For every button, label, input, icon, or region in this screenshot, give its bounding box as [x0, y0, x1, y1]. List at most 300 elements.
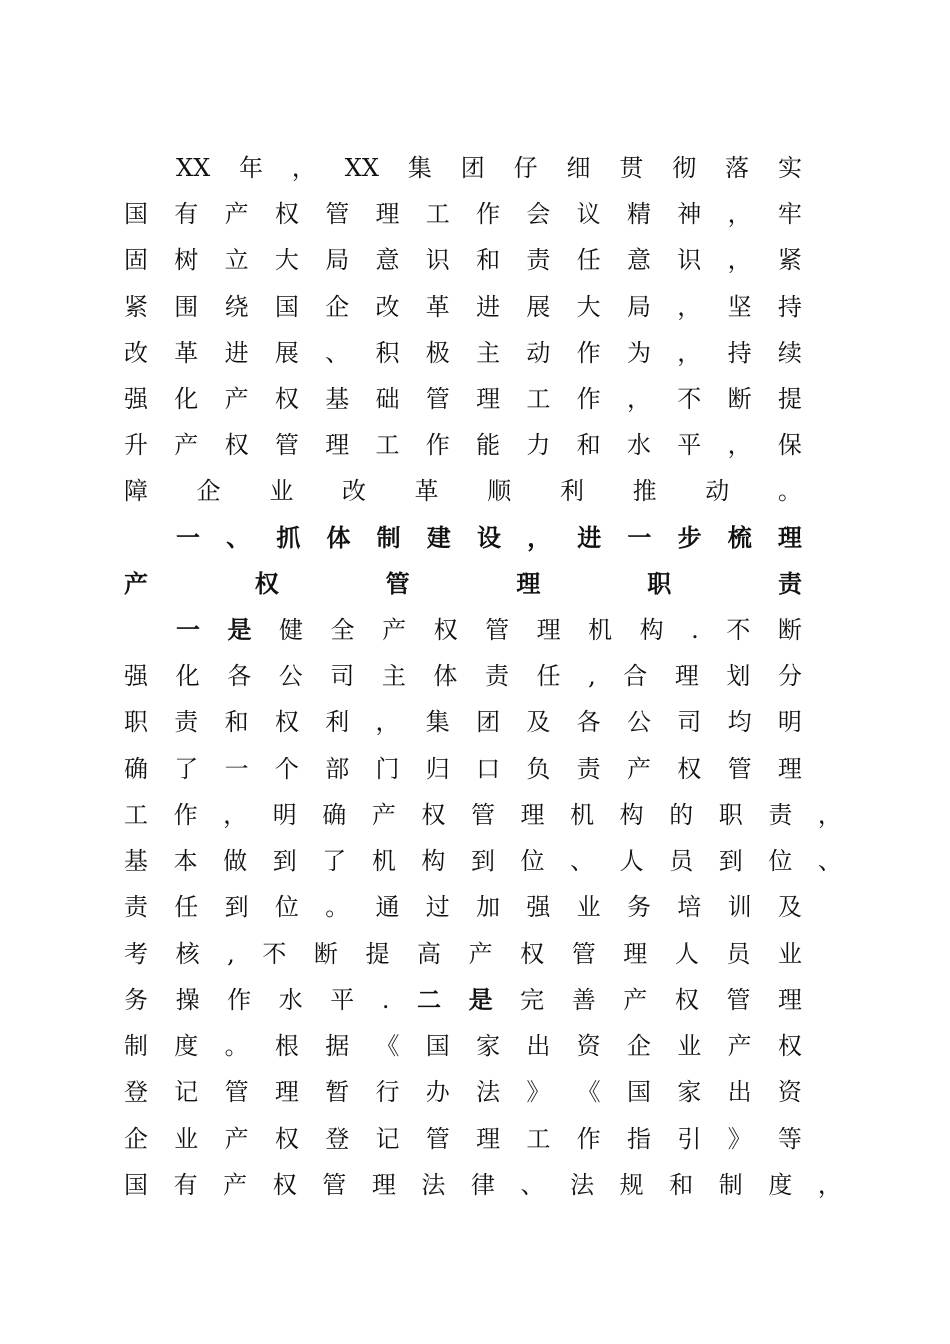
- char: 人: [674, 940, 699, 968]
- text-line: [124, 379, 802, 419]
- char: 过: [425, 893, 450, 921]
- char: 业: [269, 477, 294, 505]
- char: 等: [777, 1125, 802, 1153]
- char: 出: [727, 1078, 752, 1106]
- char: 持: [727, 339, 752, 367]
- char: 职: [718, 801, 743, 829]
- char: 机: [570, 801, 595, 829]
- char: 围: [174, 293, 199, 321]
- char: 权: [433, 616, 458, 644]
- char: 权: [272, 1171, 297, 1199]
- char: 一: [176, 616, 200, 644]
- char: 企: [325, 293, 350, 321]
- char: 司: [677, 708, 702, 736]
- char: ，: [677, 339, 702, 367]
- char: 作: [576, 385, 601, 413]
- text-line: [124, 980, 802, 1020]
- char: 二: [417, 986, 442, 1014]
- char: 权: [274, 1125, 299, 1153]
- char: 会: [526, 200, 551, 228]
- char: 理: [777, 755, 802, 783]
- char: 意: [375, 246, 400, 274]
- char: 产: [124, 570, 148, 598]
- char: 划: [726, 662, 751, 690]
- char: 操: [175, 986, 200, 1014]
- char: 展: [274, 339, 299, 367]
- char: 理: [375, 200, 400, 228]
- char: 升: [124, 431, 148, 459]
- char: 度: [174, 1032, 199, 1060]
- char: 有: [174, 200, 199, 228]
- char: 产: [727, 1032, 752, 1060]
- text-line: [124, 749, 802, 789]
- char: 业: [677, 1032, 702, 1060]
- text-line: [124, 656, 802, 696]
- char: 利: [559, 477, 584, 505]
- char: 工: [526, 385, 551, 413]
- char: 落: [725, 154, 750, 182]
- char: 集: [407, 154, 432, 182]
- char: 及: [526, 708, 551, 736]
- char: 高: [417, 940, 442, 968]
- char: 资: [777, 1078, 802, 1106]
- char: 建: [426, 524, 451, 552]
- char: 产: [468, 940, 493, 968]
- char: 管: [224, 1078, 249, 1106]
- char: 全: [330, 616, 355, 644]
- char: 理: [325, 431, 350, 459]
- char: 有: [173, 1171, 198, 1199]
- char: 权: [674, 986, 699, 1014]
- char: ，: [375, 708, 400, 736]
- char: XX: [344, 154, 379, 182]
- char: 据: [325, 1032, 350, 1060]
- char: 主: [381, 662, 406, 690]
- char: 》: [526, 1078, 551, 1106]
- char: 工: [425, 200, 450, 228]
- char: 作: [425, 431, 450, 459]
- char: 断: [727, 385, 752, 413]
- char: .: [381, 986, 390, 1014]
- char: 顺: [487, 477, 512, 505]
- char: 位: [274, 893, 299, 921]
- char: 权: [520, 940, 545, 968]
- text-line: [124, 795, 842, 835]
- char: 个: [274, 755, 299, 783]
- char: 记: [375, 1125, 400, 1153]
- char: 管: [274, 431, 299, 459]
- char: 障: [124, 477, 148, 505]
- char: 产: [223, 1171, 248, 1199]
- char: 提: [777, 385, 802, 413]
- char: 权: [677, 755, 702, 783]
- char: 理: [777, 524, 802, 552]
- char: 确: [124, 755, 148, 783]
- char: 基: [124, 847, 148, 875]
- char: 作: [227, 986, 252, 1014]
- char: ，: [527, 524, 552, 552]
- char: 工: [526, 1125, 551, 1153]
- char: 基: [325, 385, 350, 413]
- char: 为: [626, 339, 651, 367]
- char: 业: [576, 893, 601, 921]
- char: 紧: [777, 246, 802, 274]
- char: 管: [322, 1171, 347, 1199]
- char: 引: [677, 1125, 702, 1153]
- char: 立: [224, 246, 249, 274]
- char: 管: [726, 986, 751, 1014]
- text-line: [124, 1119, 802, 1159]
- char: 责: [777, 570, 802, 598]
- char: 考: [124, 940, 148, 968]
- char: .: [691, 616, 699, 644]
- char: 理: [536, 616, 561, 644]
- char: 断: [313, 940, 338, 968]
- char: 完: [520, 986, 545, 1014]
- char: 行: [375, 1078, 400, 1106]
- char: 局: [325, 246, 350, 274]
- char: 意: [626, 246, 651, 274]
- text-line: [124, 1072, 802, 1112]
- char: 及: [777, 893, 802, 921]
- char: 革: [174, 339, 199, 367]
- char: 责: [124, 893, 148, 921]
- char: 登: [124, 1078, 148, 1106]
- char: 制: [376, 524, 401, 552]
- char: 设: [476, 524, 501, 552]
- char: 动: [705, 477, 730, 505]
- char: 、: [817, 847, 842, 875]
- char: 产: [623, 986, 648, 1014]
- char: 仔: [513, 154, 538, 182]
- char: 理: [476, 1125, 501, 1153]
- char: 和: [476, 246, 501, 274]
- char: 理: [674, 662, 699, 690]
- char: 提: [365, 940, 390, 968]
- char: 公: [278, 662, 303, 690]
- char: 权: [421, 801, 446, 829]
- char: 能: [476, 431, 501, 459]
- char: 法: [570, 1171, 595, 1199]
- char: 资: [576, 1032, 601, 1060]
- char: 作: [576, 339, 601, 367]
- char: 牢: [777, 200, 802, 228]
- char: 管: [485, 616, 510, 644]
- char: 企: [124, 1125, 148, 1153]
- char: 理: [274, 1078, 299, 1106]
- char: 到: [718, 847, 743, 875]
- char: 归: [425, 755, 450, 783]
- text-line: [176, 610, 802, 650]
- char: 确: [322, 801, 347, 829]
- char: 国: [274, 293, 299, 321]
- text-line: [124, 934, 802, 974]
- char: 员: [669, 847, 694, 875]
- char: 极: [425, 339, 450, 367]
- char: 。: [224, 1032, 249, 1060]
- char: 革: [425, 293, 450, 321]
- char: 均: [727, 708, 752, 736]
- char: 产: [626, 755, 651, 783]
- char: 和: [669, 1171, 694, 1199]
- char: ，: [291, 154, 316, 182]
- char: 构: [639, 616, 664, 644]
- char: 平: [677, 431, 702, 459]
- char: 各: [227, 662, 252, 690]
- char: 司: [330, 662, 355, 690]
- char: 年: [239, 154, 264, 182]
- text-line: [124, 333, 802, 373]
- char: 精: [626, 200, 651, 228]
- char: 律: [470, 1171, 495, 1199]
- char: 动: [526, 339, 551, 367]
- char: 改: [375, 293, 400, 321]
- char: 负: [526, 755, 551, 783]
- char: 管: [727, 755, 752, 783]
- char: 管: [571, 940, 596, 968]
- char: 各: [576, 708, 601, 736]
- char: 一: [627, 524, 652, 552]
- char: 责: [576, 755, 601, 783]
- char: 是: [227, 616, 252, 644]
- char: 《: [576, 1078, 601, 1106]
- char: 进: [224, 339, 249, 367]
- char: 产: [224, 1125, 249, 1153]
- char: 管: [425, 385, 450, 413]
- char: 进: [476, 293, 501, 321]
- char: 企: [626, 1032, 651, 1060]
- char: 步: [677, 524, 702, 552]
- char: 平: [330, 986, 355, 1014]
- char: ,: [588, 662, 596, 690]
- char: ，: [817, 1171, 842, 1199]
- char: 作: [576, 1125, 601, 1153]
- char: 积: [375, 339, 400, 367]
- char: 作: [476, 200, 501, 228]
- char: 持: [777, 293, 802, 321]
- char: 国: [425, 1032, 450, 1060]
- char: 务: [626, 893, 651, 921]
- char: 改: [124, 339, 148, 367]
- text-line: [124, 1165, 842, 1205]
- char: 坚: [727, 293, 752, 321]
- char: 作: [173, 801, 198, 829]
- char: ，: [727, 431, 752, 459]
- char: 指: [626, 1125, 651, 1153]
- char: ，: [677, 293, 702, 321]
- char: 位: [768, 847, 793, 875]
- char: 到: [470, 847, 495, 875]
- char: 务: [124, 986, 148, 1014]
- char: 出: [526, 1032, 551, 1060]
- char: 进: [577, 524, 602, 552]
- char: 识: [677, 246, 702, 274]
- char: 续: [777, 339, 802, 367]
- char: 通: [375, 893, 400, 921]
- char: 一: [176, 524, 200, 552]
- char: 管: [385, 570, 410, 598]
- char: 到: [224, 893, 249, 921]
- char: 位: [520, 847, 545, 875]
- char: 口: [476, 755, 501, 783]
- char: 登: [325, 1125, 350, 1153]
- text-line: [124, 1026, 802, 1066]
- text-line: [176, 148, 802, 188]
- char: 了: [322, 847, 347, 875]
- char: 水: [626, 431, 651, 459]
- char: 员: [726, 940, 751, 968]
- char: 权: [254, 570, 279, 598]
- char: 规: [619, 1171, 644, 1199]
- char: 、: [570, 847, 595, 875]
- char: 制: [124, 1032, 148, 1060]
- char: 梳: [727, 524, 752, 552]
- text-line: [124, 240, 802, 280]
- char: 和: [576, 431, 601, 459]
- char: 国: [124, 1171, 148, 1199]
- char: 理: [476, 385, 501, 413]
- char: 责: [174, 708, 199, 736]
- char: 产: [224, 385, 249, 413]
- char: 是: [468, 986, 493, 1014]
- text-line: [124, 887, 802, 927]
- char: 权: [274, 708, 299, 736]
- char: 绕: [224, 293, 249, 321]
- char: 不: [262, 940, 287, 968]
- char: 、: [226, 524, 251, 552]
- char: 度: [768, 1171, 793, 1199]
- char: 明: [272, 801, 297, 829]
- char: 固: [124, 246, 148, 274]
- char: 到: [272, 847, 297, 875]
- char: 、: [325, 339, 350, 367]
- char: 贯: [619, 154, 644, 182]
- text-line: [124, 702, 802, 742]
- char: 产: [382, 616, 407, 644]
- char: 本: [173, 847, 198, 875]
- char: 理: [516, 570, 541, 598]
- char: ，: [626, 385, 651, 413]
- char: 树: [174, 246, 199, 274]
- char: 做: [223, 847, 248, 875]
- char: 人: [619, 847, 644, 875]
- char: 主: [476, 339, 501, 367]
- char: 善: [571, 986, 596, 1014]
- char: 局: [626, 293, 651, 321]
- char: 础: [375, 385, 400, 413]
- char: 职: [647, 570, 672, 598]
- char: 利: [325, 708, 350, 736]
- char: 》: [727, 1125, 752, 1153]
- char: 理: [520, 801, 545, 829]
- char: 部: [325, 755, 350, 783]
- char: 核: [175, 940, 200, 968]
- char: ，: [817, 801, 842, 829]
- char: 任: [174, 893, 199, 921]
- char: 推: [632, 477, 657, 505]
- char: 强: [124, 662, 148, 690]
- char: 。: [777, 477, 802, 505]
- char: 保: [777, 431, 802, 459]
- char: 合: [623, 662, 648, 690]
- char: 办: [425, 1078, 450, 1106]
- char: 构: [619, 801, 644, 829]
- char: 任: [536, 662, 561, 690]
- char: 理: [623, 940, 648, 968]
- char: 权: [224, 431, 249, 459]
- char: 产: [224, 200, 249, 228]
- section-heading: [176, 518, 802, 558]
- text-line: [124, 287, 802, 327]
- char: XX: [176, 154, 211, 182]
- char: 工: [375, 431, 400, 459]
- char: 理: [777, 986, 802, 1014]
- char: 法: [421, 1171, 446, 1199]
- char: 不: [726, 616, 751, 644]
- char: 议: [576, 200, 601, 228]
- text-line: [124, 841, 842, 881]
- char: 化: [174, 385, 199, 413]
- char: 一: [224, 755, 249, 783]
- char: 化: [175, 662, 200, 690]
- char: 国: [124, 200, 148, 228]
- char: 工: [124, 801, 148, 829]
- char: 强: [526, 893, 551, 921]
- char: 、: [520, 1171, 545, 1199]
- char: 国: [626, 1078, 651, 1106]
- char: 理: [371, 1171, 396, 1199]
- char: 分: [777, 662, 802, 690]
- char: 抓: [276, 524, 301, 552]
- char: 任: [576, 246, 601, 274]
- char: 公: [626, 708, 651, 736]
- char: 训: [727, 893, 752, 921]
- char: 。: [325, 893, 350, 921]
- char: 机: [371, 847, 396, 875]
- char: 大: [576, 293, 601, 321]
- char: 彻: [672, 154, 697, 182]
- char: 明: [777, 708, 802, 736]
- char: 展: [526, 293, 551, 321]
- char: 识: [425, 246, 450, 274]
- char: 革: [414, 477, 439, 505]
- char: 权: [274, 200, 299, 228]
- char: 的: [669, 801, 694, 829]
- char: 力: [526, 431, 551, 459]
- text-line: [124, 194, 802, 234]
- char: 实: [777, 154, 802, 182]
- char: 职: [124, 708, 148, 736]
- char: 了: [174, 755, 199, 783]
- char: ，: [223, 801, 248, 829]
- char: 体: [326, 524, 351, 552]
- char: 法: [476, 1078, 501, 1106]
- char: 记: [174, 1078, 199, 1106]
- char: 责: [768, 801, 793, 829]
- char: 加: [476, 893, 501, 921]
- char: 《: [375, 1032, 400, 1060]
- char: 业: [777, 940, 802, 968]
- char: 构: [421, 847, 446, 875]
- char: 管: [470, 801, 495, 829]
- char: 产: [174, 431, 199, 459]
- char: 权: [274, 385, 299, 413]
- char: 业: [174, 1125, 199, 1153]
- char: 培: [677, 893, 702, 921]
- char: 集: [425, 708, 450, 736]
- char: 根: [274, 1032, 299, 1060]
- char: 团: [460, 154, 485, 182]
